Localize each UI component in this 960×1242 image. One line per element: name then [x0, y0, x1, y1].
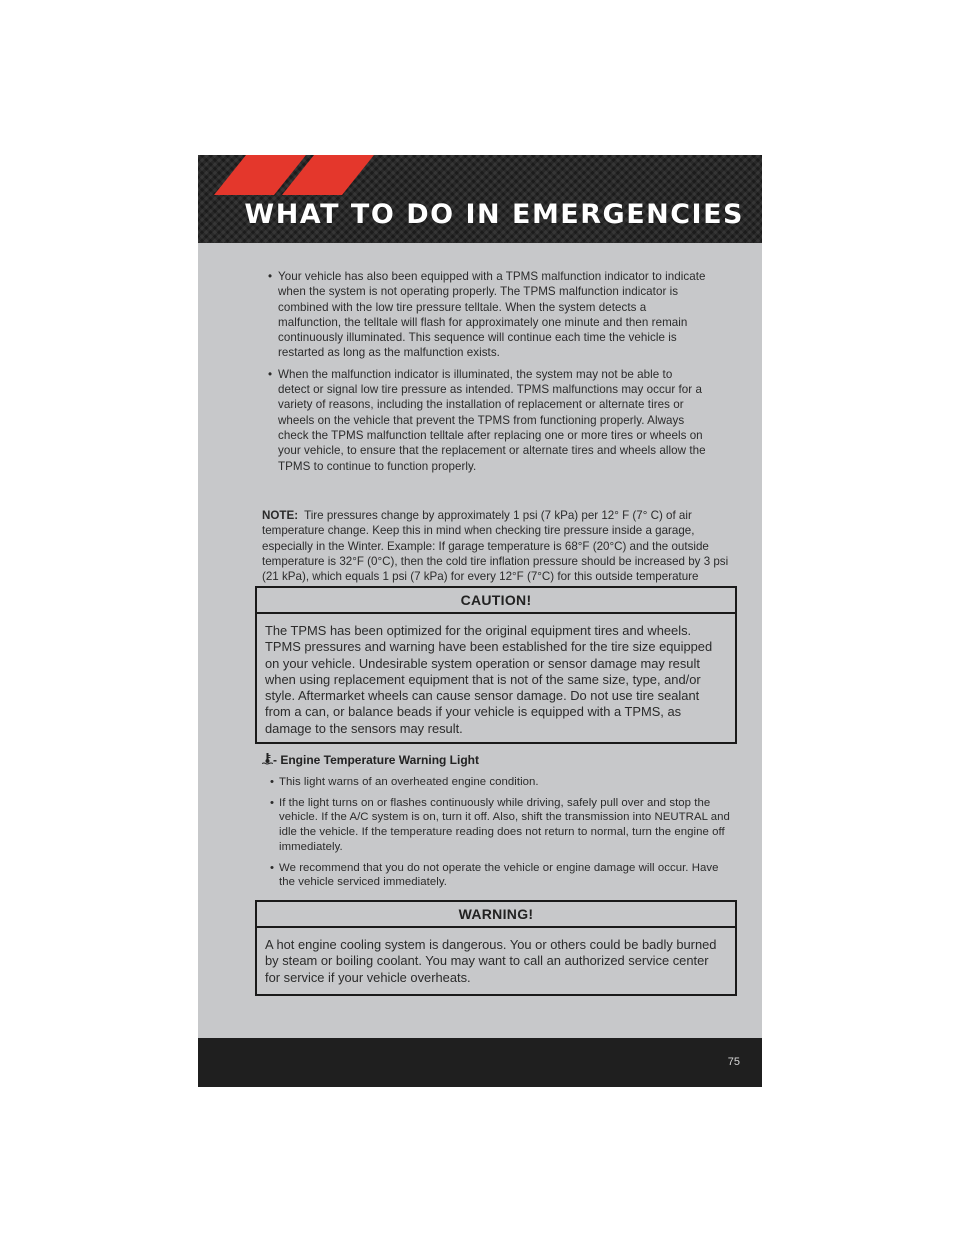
bullet-text: This light warns of an overheated engine condition. — [279, 776, 539, 788]
bullet-text: When the malfunction indicator is illuminated, the system may not be able to detect or signal low tire pressure as intended. TPMS malfunctions may occur for a variety of reasons, including the installation of replacement or alternate tires or wheels on the vehicle that prevent the TPMS from functioning properly. Always check the TPMS malfunction telltale after replacing one or more tires or wheels on your vehicle, to ensure that the replacement or alternate tires and wheels allow the TPMS to continue to function properly. — [278, 367, 706, 473]
note-label: NOTE: — [262, 509, 299, 522]
engine-temp-heading-text: - Engine Temperature Warning Light — [273, 753, 480, 767]
tpms-bullet-list — [268, 269, 738, 474]
bullet-text: Your vehicle has also been equipped with a TPMS malfunction indicator to indicate when the system is not operating properly. The TPMS malfunction indicator is combined with the low tire pressure telltale. When the system detects a malfunction, the telltale will flash for approximately one minute and then remain continuously illuminated. This sequence will continue each time the vehicle is restarted as long as the malfunction exists. — [278, 270, 706, 360]
list-item: • If the light turns on or flashes continuously while driving, safely pull over and stop the vehicle. If the A/C system is on, turn it off. Also, shift the transmission into NEUTRAL and idle the vehicle. If the temperature reading does not return to normal, turn the engine off immediately. — [270, 796, 730, 853]
engine-temp-heading — [262, 753, 479, 767]
list-item: • Your vehicle has also been equipped with a TPMS malfunction indicator to indicate when the system is not operating properly. The TPMS malfunction indicator is combined with the low tire pressure telltale. When the system detects a malfunction, the telltale will flash for approximately one minute and then remain continuously illuminated. This sequence will continue each time the vehicle is restarted as long as the malfunction exists. — [268, 270, 706, 360]
list-item: • When the malfunction indicator is illuminated, the system may not be able to detect or signal low tire pressure as intended. TPMS malfunctions may occur for a variety of reasons, including the installation of replacement or alternate tires or wheels on the vehicle that prevent the TPMS from functioning properly. Always check the TPMS malfunction telltale after replacing one or more tires or wheels on your vehicle, to ensure that the replacement or alternate tires and wheels allow the TPMS to continue to function properly. — [268, 367, 706, 473]
warning-box — [255, 900, 737, 996]
engine-temp-bullet-list — [270, 775, 736, 890]
section-title: WHAT TO DO IN EMERGENCIES — [244, 199, 744, 230]
page-number: 75 — [727, 1056, 740, 1068]
section-header — [198, 155, 762, 243]
warning-text: A hot engine cooling system is dangerous. You or others could be badly burned by steam or boiling coolant. You may want to call an authorized service center for service if your vehicle overheats. — [265, 937, 717, 985]
page-footer — [198, 1038, 762, 1087]
bullet-text: We recommend that you do not operate the vehicle or engine damage will occur. Have the vehicle serviced immediately. — [279, 861, 719, 889]
list-item: • This light warns of an overheated engine condition. — [270, 776, 539, 788]
list-item: • We recommend that you do not operate the vehicle or engine damage will occur. Have the vehicle serviced immediately. — [270, 861, 719, 889]
note-text: Tire pressures change by approximately 1 psi (7 kPa) per 12° F (7° C) of air temperature change. Keep this in mind when checking tire pressure inside a garage, especially in the Winter. Example: If garage temperature is 68°F (20°C) and the outside temperature is 32°F (0°C), then the cold tire inflation pressure should be increased by 3 psi (21 kPa), which equals 1 psi (7 kPa) for every 12°F (7°C) for this outside temperature — [262, 509, 729, 584]
manual-page — [198, 155, 762, 1087]
caution-title: CAUTION! — [257, 588, 735, 614]
engine-temperature-icon — [262, 753, 273, 765]
warning-title: WARNING! — [257, 902, 735, 928]
caution-text: The TPMS has been optimized for the original equipment tires and wheels. TPMS pressures and warning have been established for the tire size equipped on your vehicle. Undesirable system operation or sensor damage may result when using replacement equipment that is not of the same size, type, and/or style. Aftermarket wheels can cause sensor damage. Do not use tire sealant from a can, or balance beads if your vehicle is equipped with a TPMS, as damage to the sensors may result. — [265, 623, 713, 736]
bullet-text: If the light turns on or flashes continuously while driving, safely pull over and stop the vehicle. If the A/C system is on, turn it off. Also, shift the transmission into NEUTRAL and idle the vehicle. If the temperature reading does not return to normal, turn the engine off immediately. — [279, 796, 730, 853]
caution-box — [255, 586, 737, 744]
racing-stripes-graphic — [198, 155, 378, 195]
